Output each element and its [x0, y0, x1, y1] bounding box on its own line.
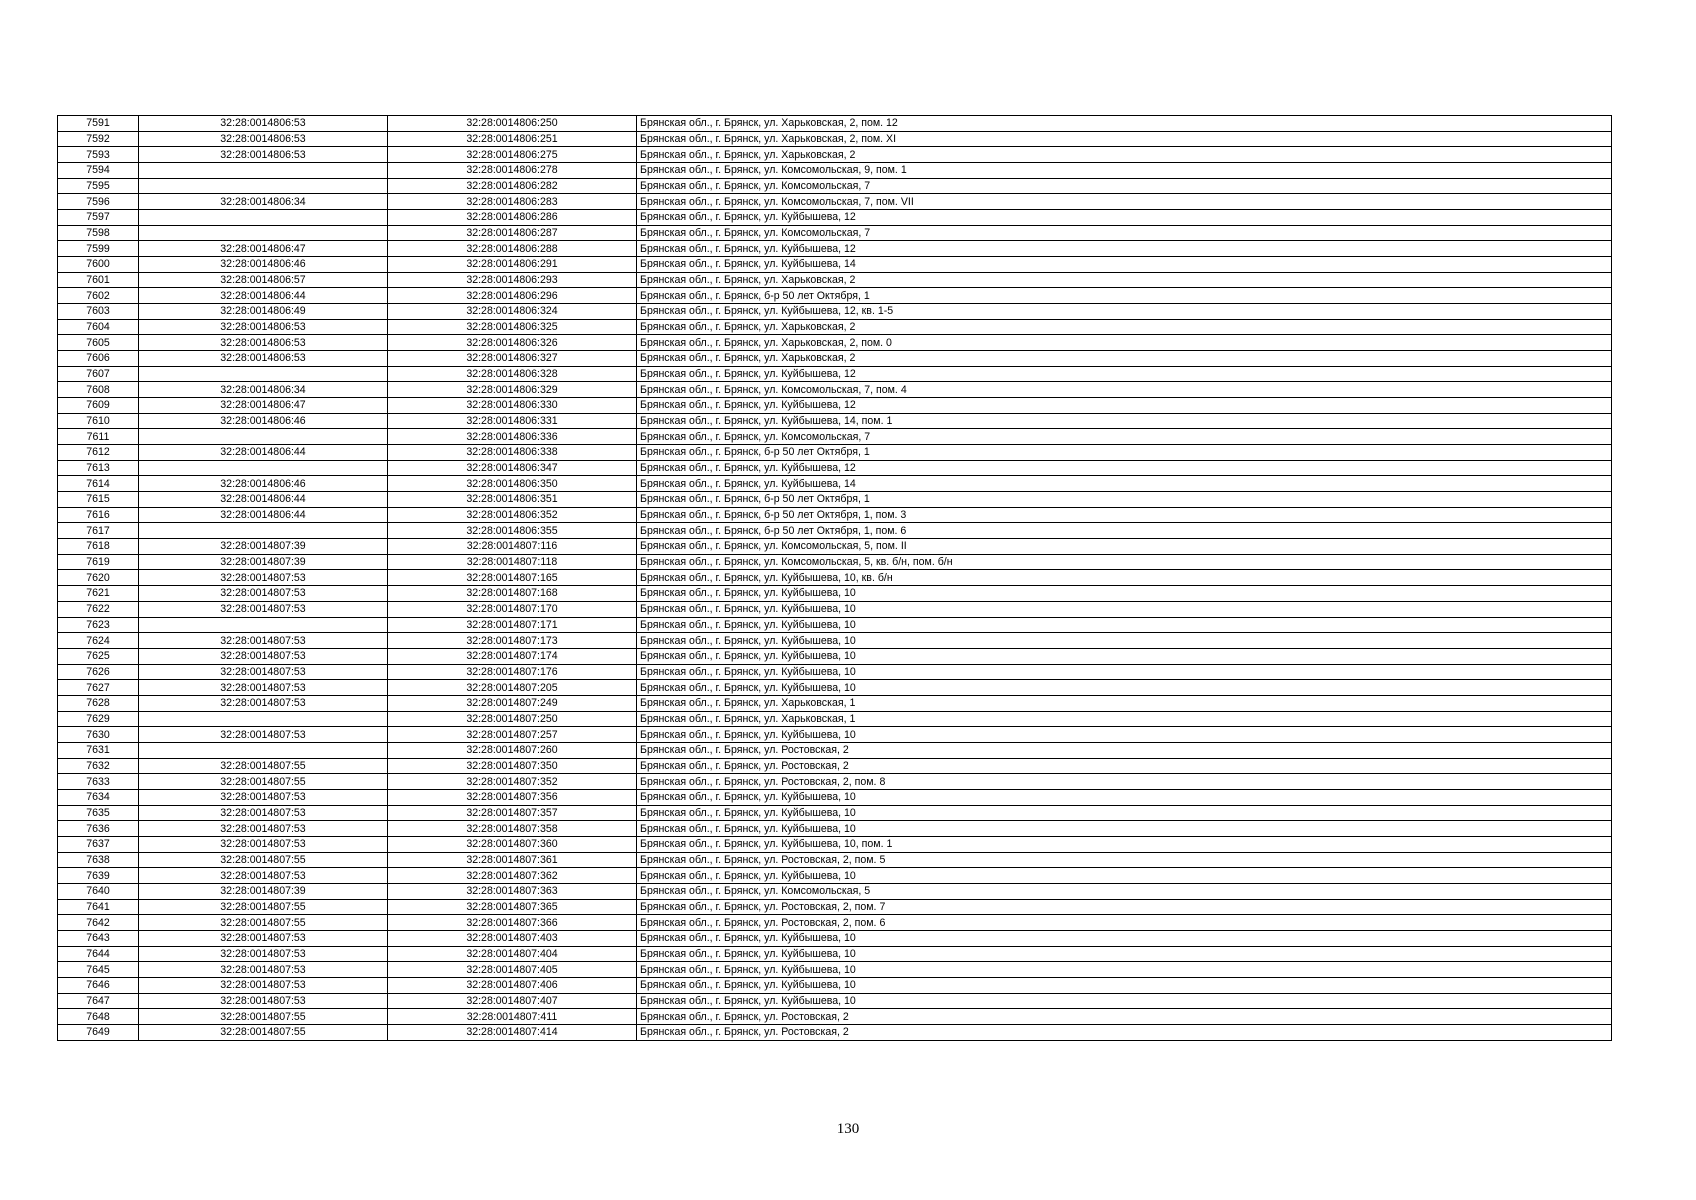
table-row [58, 210, 1612, 226]
row-number-cell: 7605 [58, 335, 139, 351]
row-number-cell: 7595 [58, 178, 139, 194]
address-cell: Брянская обл., г. Брянск, ул. Ростовская, 2 [637, 1024, 1612, 1040]
parent-cadastral-number-cell: 32:28:0014806:53 [139, 351, 388, 367]
address-cell: Брянская обл., г. Брянск, ул. Куйбышева, 12 [637, 398, 1612, 414]
address-cell: Брянская обл., г. Брянск, ул. Куйбышева, 10 [637, 993, 1612, 1009]
address-cell: Брянская обл., г. Брянск, ул. Комсомольская, 5, кв. б/н, пом. б/н [637, 554, 1612, 570]
row-number-cell: 7623 [58, 617, 139, 633]
address-cell: Брянская обл., г. Брянск, б-р 50 лет Октября, 1 [637, 492, 1612, 508]
table-row [58, 868, 1612, 884]
row-number-cell: 7604 [58, 319, 139, 335]
address-cell: Брянская обл., г. Брянск, ул. Куйбышева, 14, пом. 1 [637, 413, 1612, 429]
cadastral-number-cell: 32:28:0014806:286 [388, 210, 637, 226]
cadastral-number-cell: 32:28:0014806:330 [388, 398, 637, 414]
cadastral-number-cell: 32:28:0014807:414 [388, 1024, 637, 1040]
table-row [58, 445, 1612, 461]
cadastral-number-cell: 32:28:0014807:406 [388, 977, 637, 993]
row-number-cell: 7646 [58, 977, 139, 993]
parent-cadastral-number-cell: 32:28:0014807:55 [139, 774, 388, 790]
address-cell: Брянская обл., г. Брянск, ул. Куйбышева, 10 [637, 821, 1612, 837]
parent-cadastral-number-cell: 32:28:0014807:53 [139, 946, 388, 962]
parent-cadastral-number-cell: 32:28:0014807:53 [139, 805, 388, 821]
address-cell: Брянская обл., г. Брянск, ул. Ростовская, 2 [637, 758, 1612, 774]
row-number-cell: 7643 [58, 930, 139, 946]
table-row [58, 554, 1612, 570]
table-row [58, 570, 1612, 586]
row-number-cell: 7645 [58, 962, 139, 978]
row-number-cell: 7617 [58, 523, 139, 539]
table-row [58, 930, 1612, 946]
row-number-cell: 7631 [58, 742, 139, 758]
cadastral-number-cell: 32:28:0014806:328 [388, 366, 637, 382]
cadastral-number-cell: 32:28:0014807:171 [388, 617, 637, 633]
table-row [58, 993, 1612, 1009]
table-row [58, 272, 1612, 288]
table-row [58, 789, 1612, 805]
row-number-cell: 7633 [58, 774, 139, 790]
cadastral-number-cell: 32:28:0014806:293 [388, 272, 637, 288]
parent-cadastral-number-cell: 32:28:0014806:46 [139, 257, 388, 273]
address-cell: Брянская обл., г. Брянск, б-р 50 лет Октября, 1 [637, 288, 1612, 304]
row-number-cell: 7636 [58, 821, 139, 837]
cadastral-number-cell: 32:28:0014807:249 [388, 695, 637, 711]
cadastral-number-cell: 32:28:0014807:350 [388, 758, 637, 774]
row-number-cell: 7640 [58, 883, 139, 899]
address-cell: Брянская обл., г. Брянск, ул. Ростовская, 2, пом. 7 [637, 899, 1612, 915]
parent-cadastral-number-cell: 32:28:0014807:53 [139, 680, 388, 696]
parent-cadastral-number-cell: 32:28:0014806:44 [139, 445, 388, 461]
table-row [58, 476, 1612, 492]
table-row [58, 413, 1612, 429]
address-cell: Брянская обл., г. Брянск, ул. Куйбышева, 10 [637, 601, 1612, 617]
cadastral-number-cell: 32:28:0014806:324 [388, 304, 637, 320]
address-cell: Брянская обл., г. Брянск, ул. Ростовская, 2, пом. 6 [637, 915, 1612, 931]
parent-cadastral-number-cell: 32:28:0014807:53 [139, 836, 388, 852]
address-cell: Брянская обл., г. Брянск, ул. Ростовская, 2, пом. 8 [637, 774, 1612, 790]
cadastral-number-cell: 32:28:0014807:365 [388, 899, 637, 915]
table-row [58, 962, 1612, 978]
cadastral-number-cell: 32:28:0014806:355 [388, 523, 637, 539]
cadastral-number-cell: 32:28:0014807:360 [388, 836, 637, 852]
table-row [58, 633, 1612, 649]
row-number-cell: 7608 [58, 382, 139, 398]
table-row [58, 883, 1612, 899]
cadastral-number-cell: 32:28:0014806:331 [388, 413, 637, 429]
table-row [58, 523, 1612, 539]
cadastral-number-cell: 32:28:0014807:250 [388, 711, 637, 727]
parent-cadastral-number-cell [139, 366, 388, 382]
address-cell: Брянская обл., г. Брянск, ул. Куйбышева, 10, кв. б/н [637, 570, 1612, 586]
table-body [58, 116, 1612, 1041]
row-number-cell: 7616 [58, 507, 139, 523]
table-row [58, 1009, 1612, 1025]
row-number-cell: 7602 [58, 288, 139, 304]
cadastral-number-cell: 32:28:0014806:352 [388, 507, 637, 523]
table-row [58, 335, 1612, 351]
parent-cadastral-number-cell: 32:28:0014806:44 [139, 288, 388, 304]
address-cell: Брянская обл., г. Брянск, ул. Харьковская, 1 [637, 711, 1612, 727]
table-row [58, 915, 1612, 931]
table-row [58, 492, 1612, 508]
cadastral-number-cell: 32:28:0014806:250 [388, 116, 637, 132]
address-cell: Брянская обл., г. Брянск, ул. Куйбышева, 10 [637, 946, 1612, 962]
row-number-cell: 7632 [58, 758, 139, 774]
cadastral-number-cell: 32:28:0014807:411 [388, 1009, 637, 1025]
cadastral-number-cell: 32:28:0014807:352 [388, 774, 637, 790]
cadastral-number-cell: 32:28:0014807:174 [388, 648, 637, 664]
parent-cadastral-number-cell: 32:28:0014807:53 [139, 648, 388, 664]
address-cell: Брянская обл., г. Брянск, б-р 50 лет Октября, 1 [637, 445, 1612, 461]
row-number-cell: 7607 [58, 366, 139, 382]
table-row [58, 821, 1612, 837]
address-cell: Брянская обл., г. Брянск, ул. Комсомольская, 9, пом. 1 [637, 163, 1612, 179]
row-number-cell: 7626 [58, 664, 139, 680]
table-row [58, 319, 1612, 335]
address-cell: Брянская обл., г. Брянск, ул. Ростовская, 2 [637, 1009, 1612, 1025]
cadastral-number-cell: 32:28:0014807:363 [388, 883, 637, 899]
cadastral-number-cell: 32:28:0014807:173 [388, 633, 637, 649]
parent-cadastral-number-cell: 32:28:0014807:53 [139, 993, 388, 1009]
address-cell: Брянская обл., г. Брянск, ул. Куйбышева, 10 [637, 868, 1612, 884]
address-cell: Брянская обл., г. Брянск, ул. Куйбышева, 12 [637, 460, 1612, 476]
parent-cadastral-number-cell: 32:28:0014806:53 [139, 116, 388, 132]
cadastral-number-cell: 32:28:0014806:296 [388, 288, 637, 304]
parent-cadastral-number-cell: 32:28:0014806:44 [139, 492, 388, 508]
cadastral-number-cell: 32:28:0014807:165 [388, 570, 637, 586]
cadastral-number-cell: 32:28:0014807:403 [388, 930, 637, 946]
row-number-cell: 7644 [58, 946, 139, 962]
cadastral-number-cell: 32:28:0014806:327 [388, 351, 637, 367]
parent-cadastral-number-cell [139, 711, 388, 727]
cadastral-number-cell: 32:28:0014807:356 [388, 789, 637, 805]
parent-cadastral-number-cell: 32:28:0014807:53 [139, 633, 388, 649]
parent-cadastral-number-cell: 32:28:0014806:47 [139, 241, 388, 257]
cadastral-number-cell: 32:28:0014806:275 [388, 147, 637, 163]
table-row [58, 116, 1612, 132]
parent-cadastral-number-cell [139, 429, 388, 445]
table-row [58, 727, 1612, 743]
address-cell: Брянская обл., г. Брянск, ул. Куйбышева, 10 [637, 727, 1612, 743]
address-cell: Брянская обл., г. Брянск, ул. Куйбышева, 10 [637, 586, 1612, 602]
row-number-cell: 7627 [58, 680, 139, 696]
address-cell: Брянская обл., г. Брянск, ул. Комсомольская, 7, пом. 4 [637, 382, 1612, 398]
parent-cadastral-number-cell [139, 225, 388, 241]
address-cell: Брянская обл., г. Брянск, ул. Куйбышева, 14 [637, 257, 1612, 273]
parent-cadastral-number-cell: 32:28:0014806:34 [139, 382, 388, 398]
table-row [58, 507, 1612, 523]
row-number-cell: 7597 [58, 210, 139, 226]
row-number-cell: 7641 [58, 899, 139, 915]
address-cell: Брянская обл., г. Брянск, ул. Харьковская, 2 [637, 319, 1612, 335]
row-number-cell: 7629 [58, 711, 139, 727]
row-number-cell: 7634 [58, 789, 139, 805]
address-cell: Брянская обл., г. Брянск, ул. Комсомольская, 7 [637, 178, 1612, 194]
parent-cadastral-number-cell: 32:28:0014806:53 [139, 131, 388, 147]
parent-cadastral-number-cell: 32:28:0014806:44 [139, 507, 388, 523]
address-cell: Брянская обл., г. Брянск, ул. Харьковская, 2 [637, 272, 1612, 288]
address-cell: Брянская обл., г. Брянск, ул. Куйбышева, 10 [637, 664, 1612, 680]
parent-cadastral-number-cell: 32:28:0014807:53 [139, 586, 388, 602]
cadastral-number-cell: 32:28:0014806:325 [388, 319, 637, 335]
address-cell: Брянская обл., г. Брянск, ул. Харьковская, 2, пом. 0 [637, 335, 1612, 351]
cadastral-number-cell: 32:28:0014807:168 [388, 586, 637, 602]
address-cell: Брянская обл., г. Брянск, ул. Куйбышева, 14 [637, 476, 1612, 492]
parent-cadastral-number-cell [139, 210, 388, 226]
cadastral-number-cell: 32:28:0014807:205 [388, 680, 637, 696]
table-row [58, 852, 1612, 868]
table-row [58, 257, 1612, 273]
cadastral-number-cell: 32:28:0014807:357 [388, 805, 637, 821]
parent-cadastral-number-cell: 32:28:0014807:55 [139, 899, 388, 915]
table-row [58, 648, 1612, 664]
address-cell: Брянская обл., г. Брянск, ул. Комсомольская, 7, пом. VII [637, 194, 1612, 210]
row-number-cell: 7635 [58, 805, 139, 821]
table-row [58, 774, 1612, 790]
row-number-cell: 7638 [58, 852, 139, 868]
table-row [58, 194, 1612, 210]
parent-cadastral-number-cell [139, 523, 388, 539]
parent-cadastral-number-cell [139, 617, 388, 633]
table-row [58, 1024, 1612, 1040]
address-cell: Брянская обл., г. Брянск, ул. Куйбышева, 10 [637, 977, 1612, 993]
table-row [58, 836, 1612, 852]
row-number-cell: 7615 [58, 492, 139, 508]
cadastral-number-cell: 32:28:0014807:257 [388, 727, 637, 743]
table-row [58, 241, 1612, 257]
parent-cadastral-number-cell [139, 163, 388, 179]
address-cell: Брянская обл., г. Брянск, ул. Комсомольская, 5, пом. II [637, 539, 1612, 555]
address-cell: Брянская обл., г. Брянск, ул. Куйбышева, 10 [637, 680, 1612, 696]
row-number-cell: 7628 [58, 695, 139, 711]
address-cell: Брянская обл., г. Брянск, ул. Харьковская, 2, пом. XI [637, 131, 1612, 147]
cadastral-number-cell: 32:28:0014806:283 [388, 194, 637, 210]
parent-cadastral-number-cell: 32:28:0014807:55 [139, 915, 388, 931]
address-cell: Брянская обл., г. Брянск, ул. Куйбышева, 12 [637, 210, 1612, 226]
parent-cadastral-number-cell: 32:28:0014806:46 [139, 413, 388, 429]
address-cell: Брянская обл., г. Брянск, ул. Куйбышева, 10 [637, 789, 1612, 805]
row-number-cell: 7594 [58, 163, 139, 179]
table-row [58, 946, 1612, 962]
parent-cadastral-number-cell: 32:28:0014807:53 [139, 977, 388, 993]
table-row [58, 163, 1612, 179]
parent-cadastral-number-cell: 32:28:0014806:47 [139, 398, 388, 414]
address-cell: Брянская обл., г. Брянск, ул. Куйбышева, 10 [637, 648, 1612, 664]
table-row [58, 742, 1612, 758]
table-row [58, 382, 1612, 398]
table-row [58, 539, 1612, 555]
address-cell: Брянская обл., г. Брянск, ул. Куйбышева, 12 [637, 366, 1612, 382]
parent-cadastral-number-cell: 32:28:0014807:53 [139, 930, 388, 946]
row-number-cell: 7599 [58, 241, 139, 257]
parent-cadastral-number-cell: 32:28:0014807:39 [139, 539, 388, 555]
row-number-cell: 7614 [58, 476, 139, 492]
cadastral-number-cell: 32:28:0014807:405 [388, 962, 637, 978]
parent-cadastral-number-cell: 32:28:0014807:53 [139, 570, 388, 586]
cadastral-number-cell: 32:28:0014806:291 [388, 257, 637, 273]
table-row [58, 617, 1612, 633]
parent-cadastral-number-cell [139, 742, 388, 758]
address-cell: Брянская обл., г. Брянск, ул. Куйбышева, 10 [637, 962, 1612, 978]
row-number-cell: 7592 [58, 131, 139, 147]
cadastral-table [57, 115, 1612, 1041]
table-row [58, 711, 1612, 727]
cadastral-number-cell: 32:28:0014807:361 [388, 852, 637, 868]
row-number-cell: 7611 [58, 429, 139, 445]
address-cell: Брянская обл., г. Брянск, ул. Комсомольская, 7 [637, 429, 1612, 445]
cadastral-number-cell: 32:28:0014806:350 [388, 476, 637, 492]
address-cell: Брянская обл., г. Брянск, б-р 50 лет Октября, 1, пом. 3 [637, 507, 1612, 523]
page-number: 130 [836, 1121, 860, 1137]
address-cell: Брянская обл., г. Брянск, ул. Харьковская, 1 [637, 695, 1612, 711]
parent-cadastral-number-cell: 32:28:0014807:53 [139, 789, 388, 805]
row-number-cell: 7609 [58, 398, 139, 414]
cadastral-number-cell: 32:28:0014807:170 [388, 601, 637, 617]
cadastral-number-cell: 32:28:0014807:118 [388, 554, 637, 570]
row-number-cell: 7625 [58, 648, 139, 664]
table-row [58, 288, 1612, 304]
parent-cadastral-number-cell: 32:28:0014807:55 [139, 1009, 388, 1025]
table-row [58, 366, 1612, 382]
table-row [58, 398, 1612, 414]
cadastral-number-cell: 32:28:0014806:278 [388, 163, 637, 179]
table-row [58, 664, 1612, 680]
parent-cadastral-number-cell: 32:28:0014807:39 [139, 554, 388, 570]
address-cell: Брянская обл., г. Брянск, ул. Ростовская, 2, пом. 5 [637, 852, 1612, 868]
parent-cadastral-number-cell: 32:28:0014806:34 [139, 194, 388, 210]
parent-cadastral-number-cell: 32:28:0014806:49 [139, 304, 388, 320]
parent-cadastral-number-cell [139, 178, 388, 194]
row-number-cell: 7596 [58, 194, 139, 210]
address-cell: Брянская обл., г. Брянск, ул. Ростовская, 2 [637, 742, 1612, 758]
cadastral-number-cell: 32:28:0014806:329 [388, 382, 637, 398]
table-row [58, 178, 1612, 194]
parent-cadastral-number-cell: 32:28:0014806:53 [139, 147, 388, 163]
row-number-cell: 7591 [58, 116, 139, 132]
parent-cadastral-number-cell: 32:28:0014807:39 [139, 883, 388, 899]
table-row [58, 131, 1612, 147]
cadastral-number-cell: 32:28:0014806:338 [388, 445, 637, 461]
cadastral-number-cell: 32:28:0014806:351 [388, 492, 637, 508]
cadastral-number-cell: 32:28:0014806:287 [388, 225, 637, 241]
parent-cadastral-number-cell: 32:28:0014806:53 [139, 335, 388, 351]
row-number-cell: 7621 [58, 586, 139, 602]
cadastral-number-cell: 32:28:0014807:260 [388, 742, 637, 758]
parent-cadastral-number-cell: 32:28:0014806:57 [139, 272, 388, 288]
table-row [58, 805, 1612, 821]
row-number-cell: 7624 [58, 633, 139, 649]
parent-cadastral-number-cell: 32:28:0014807:53 [139, 727, 388, 743]
address-cell: Брянская обл., г. Брянск, ул. Куйбышева, 10 [637, 805, 1612, 821]
row-number-cell: 7637 [58, 836, 139, 852]
parent-cadastral-number-cell: 32:28:0014807:55 [139, 1024, 388, 1040]
table-row [58, 304, 1612, 320]
parent-cadastral-number-cell: 32:28:0014807:55 [139, 758, 388, 774]
row-number-cell: 7600 [58, 257, 139, 273]
table-row [58, 680, 1612, 696]
cadastral-number-cell: 32:28:0014806:251 [388, 131, 637, 147]
table-row [58, 225, 1612, 241]
cadastral-number-cell: 32:28:0014806:326 [388, 335, 637, 351]
address-cell: Брянская обл., г. Брянск, ул. Харьковская, 2 [637, 147, 1612, 163]
address-cell: Брянская обл., г. Брянск, ул. Куйбышева, 10 [637, 633, 1612, 649]
table-row [58, 758, 1612, 774]
cadastral-number-cell: 32:28:0014807:407 [388, 993, 637, 1009]
row-number-cell: 7639 [58, 868, 139, 884]
row-number-cell: 7593 [58, 147, 139, 163]
table-row [58, 586, 1612, 602]
parent-cadastral-number-cell: 32:28:0014807:55 [139, 852, 388, 868]
row-number-cell: 7598 [58, 225, 139, 241]
parent-cadastral-number-cell: 32:28:0014807:53 [139, 868, 388, 884]
table-row [58, 147, 1612, 163]
address-cell: Брянская обл., г. Брянск, ул. Куйбышева, 12, кв. 1-5 [637, 304, 1612, 320]
parent-cadastral-number-cell: 32:28:0014807:53 [139, 664, 388, 680]
row-number-cell: 7618 [58, 539, 139, 555]
cadastral-number-cell: 32:28:0014806:288 [388, 241, 637, 257]
address-cell: Брянская обл., г. Брянск, ул. Куйбышева, 10, пом. 1 [637, 836, 1612, 852]
parent-cadastral-number-cell [139, 460, 388, 476]
cadastral-number-cell: 32:28:0014807:404 [388, 946, 637, 962]
table-row [58, 351, 1612, 367]
cadastral-number-cell: 32:28:0014807:366 [388, 915, 637, 931]
address-cell: Брянская обл., г. Брянск, ул. Харьковская, 2 [637, 351, 1612, 367]
cadastral-number-cell: 32:28:0014806:347 [388, 460, 637, 476]
row-number-cell: 7620 [58, 570, 139, 586]
parent-cadastral-number-cell: 32:28:0014807:53 [139, 601, 388, 617]
parent-cadastral-number-cell: 32:28:0014807:53 [139, 695, 388, 711]
row-number-cell: 7601 [58, 272, 139, 288]
address-cell: Брянская обл., г. Брянск, ул. Куйбышева, 10 [637, 930, 1612, 946]
row-number-cell: 7606 [58, 351, 139, 367]
parent-cadastral-number-cell: 32:28:0014806:46 [139, 476, 388, 492]
address-cell: Брянская обл., г. Брянск, б-р 50 лет Октября, 1, пом. 6 [637, 523, 1612, 539]
cadastral-number-cell: 32:28:0014806:282 [388, 178, 637, 194]
row-number-cell: 7647 [58, 993, 139, 1009]
cadastral-number-cell: 32:28:0014807:362 [388, 868, 637, 884]
row-number-cell: 7630 [58, 727, 139, 743]
row-number-cell: 7619 [58, 554, 139, 570]
cadastral-number-cell: 32:28:0014807:176 [388, 664, 637, 680]
table-row [58, 899, 1612, 915]
row-number-cell: 7613 [58, 460, 139, 476]
row-number-cell: 7648 [58, 1009, 139, 1025]
cadastral-number-cell: 32:28:0014806:336 [388, 429, 637, 445]
row-number-cell: 7603 [58, 304, 139, 320]
row-number-cell: 7649 [58, 1024, 139, 1040]
table-row [58, 601, 1612, 617]
row-number-cell: 7622 [58, 601, 139, 617]
row-number-cell: 7642 [58, 915, 139, 931]
table-row [58, 695, 1612, 711]
parent-cadastral-number-cell: 32:28:0014807:53 [139, 821, 388, 837]
row-number-cell: 7610 [58, 413, 139, 429]
row-number-cell: 7612 [58, 445, 139, 461]
table-row [58, 429, 1612, 445]
table-row [58, 460, 1612, 476]
address-cell: Брянская обл., г. Брянск, ул. Комсомольская, 7 [637, 225, 1612, 241]
address-cell: Брянская обл., г. Брянск, ул. Куйбышева, 10 [637, 617, 1612, 633]
address-cell: Брянская обл., г. Брянск, ул. Комсомольская, 5 [637, 883, 1612, 899]
table-row [58, 977, 1612, 993]
address-cell: Брянская обл., г. Брянск, ул. Харьковская, 2, пом. 12 [637, 116, 1612, 132]
parent-cadastral-number-cell: 32:28:0014806:53 [139, 319, 388, 335]
cadastral-number-cell: 32:28:0014807:116 [388, 539, 637, 555]
parent-cadastral-number-cell: 32:28:0014807:53 [139, 962, 388, 978]
address-cell: Брянская обл., г. Брянск, ул. Куйбышева, 12 [637, 241, 1612, 257]
cadastral-number-cell: 32:28:0014807:358 [388, 821, 637, 837]
